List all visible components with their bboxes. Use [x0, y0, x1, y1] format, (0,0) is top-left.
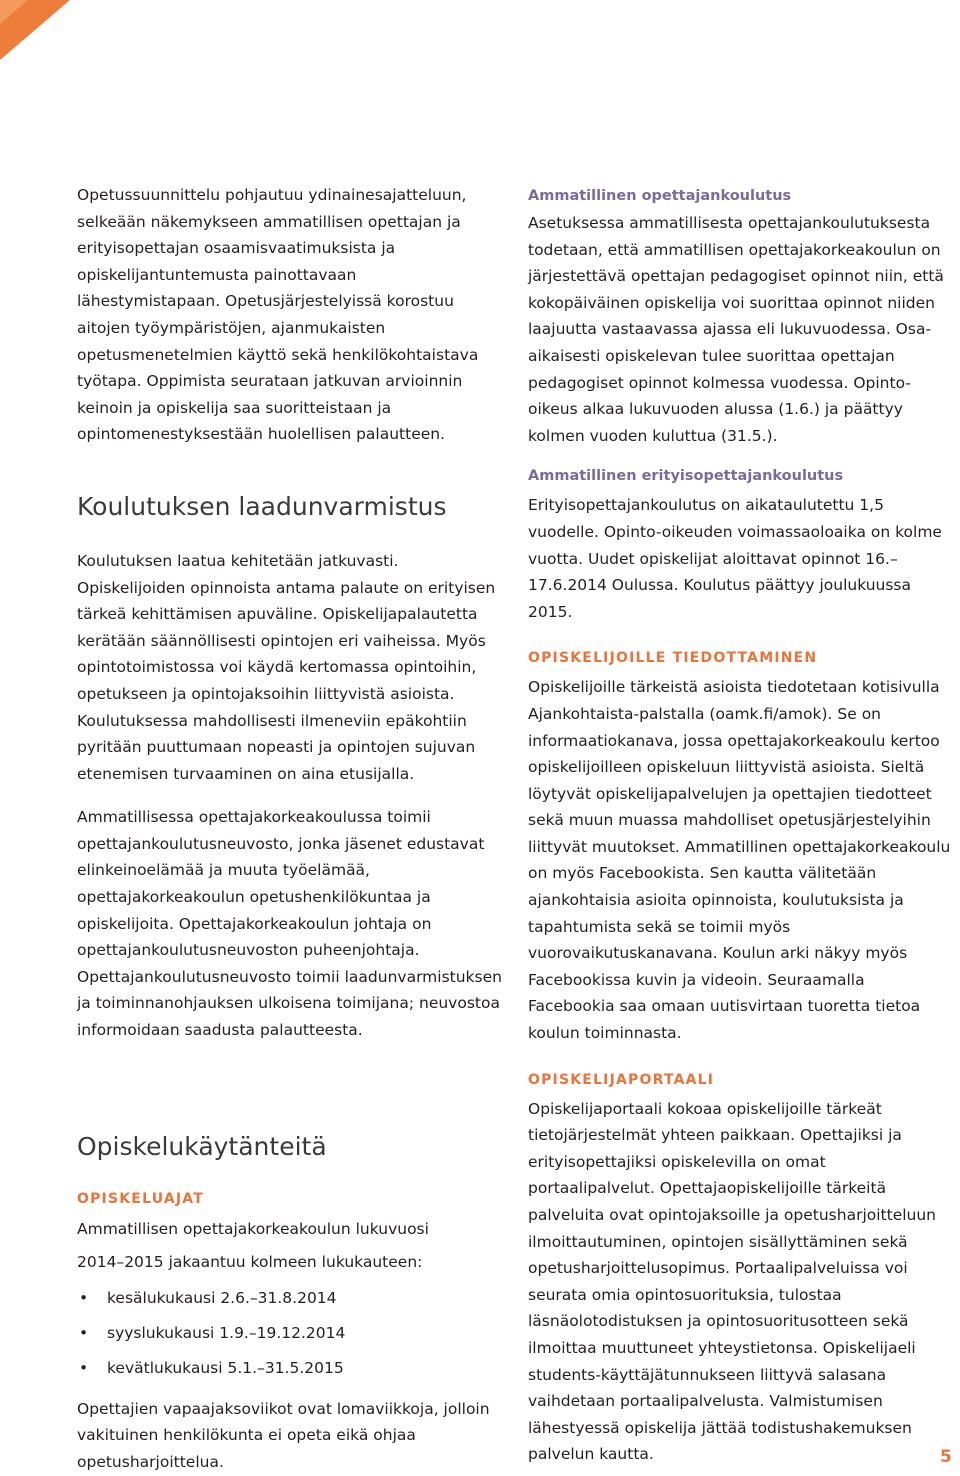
study-times-line-1: Ammatillisen opettajakorkeakoulun lukuvuosi [77, 1219, 429, 1238]
special-teacher-paragraph: Erityisopettajankoulutus on aikataulutettu 1,5 vuodelle. Opinto-oikeuden voimassaoloaika on kolme vuotta. Uudet opiskelijat aloittavat opinnot 16.–17.6.2014 Oulussa. Koulutus päättyy joulukuussa 2015. [528, 496, 942, 621]
list-item: • kesälukukausi 2.6.–31.8.2014 [77, 1281, 502, 1316]
list-item: • kevätlukukausi 5.1.–31.5.2015 [77, 1351, 502, 1386]
student-information-paragraph: Opiskelijoille tärkeistä asioista tiedotetaan kotisivulla Ajankohtaista-palstalla (oamk.fi/amok). Se on informaatiokanava, jossa opettajakorkeakoulu kertoo opiskelijoilleen opiskeluun liittyvistä asioista. Sieltä löytyvät opiskelijapalvelujen ja opettajien tiedotteet sekä muun muassa mahdolliset opetusjärjestelyihin liittyvät muutokset. Ammatillinen opettajakorkeakoulu on myös Facebookista. Sen kautta välitetään ajankohtaisia asioita opinnoista, koulutuksista ja tapahtumista sekä se toimii myös vuorovaikutuskanavana. Koulun arki näkyy myös Facebookissa kuvin ja videoin. Seuraamalla Facebookia saa omaan uutisvirtaan tuoretta tietoa koulun toiminnasta. [528, 678, 951, 1043]
section-heading-quality: Koulutuksen laadunvarmistus [77, 491, 447, 521]
subheading-special-teacher-education: Ammatillinen erityisopettajankoulutus [528, 468, 844, 485]
student-portal-paragraph: Opiskelijaportaali kokoaa opiskelijoille tärkeät tietojärjestelmät yhteen paikkaan. Opettajiksi ja erityisopettajiksi opiskelevilla on omat portaalipalvelut. Opettajaopiskelijoille tärkeitä palveluita ovat opintojaksoille ja opetusharjoitteluun ilmoittautuminen, opintojen sisällyttäminen sekä opetusharjoittelusopimus. Portaalipalveluissa voi seurata omia opintosuorituksia, tulostaa läsnäolotodistuksen ja opintosuoritusotteen sekä ilmoittaa muuttuneet yhteystietonsa. Opiskelijaeli students-käyttäjätunnukseen liittyvä salasana vaihdetaan portaalipalvelusta. Valmistumisen lähestyessä opiskelija jättää todistushakemuksen palvelun kautta. [528, 1099, 937, 1464]
teacher-education-paragraph: Asetuksessa ammatillisesta opettajankoulutuksesta todetaan, että ammatillisen opettajakorkeakoulun on järjestettävä opettajan pedagogiset opinnot niin, että kokopäiväinen opiskelija voi suorittaa opinnot niiden laajuutta vastaavassa ajassa eli lukuvuodessa. Osa-aikaisesti opiskelevan tulee suorittaa opettajan pedagogiset opinnot kolmessa vuodessa. Opinto-oikeus alkaa lukuvuoden alussa (1.6.) ja päättyy kolmen vuoden kuluttua (31.5.). [528, 214, 944, 445]
terms-list [77, 1281, 502, 1386]
quality-paragraph-2: Ammatillisessa opettajakorkeakoulussa toimii opettajankoulutusneuvosto, jonka jäsenet edustavat elinkeinoelämää ja muuta työelämää, opettajakorkeakoulun opetushenkilökuntaa ja opiskelijoita. Opettajakorkeakoulun johtaja on opettajankoulutusneuvoston puheenjohtaja. Opettajankoulutusneuvosto toimii laadunvarmistuksen ja toiminnanohjauksen ulkoisena toimijana; neuvostoa informoidaan saadusta palautteesta. [77, 808, 502, 1040]
intro-paragraph: Opetussuunnittelu pohjautuu ydinainesajatteluun, selkeään näkemykseen ammatillisen opettajan ja erityisopettajan osaamisvaatimuksista ja opiskelijantuntemusta painottavaan lähestymistapaan. Opetusjärjestelyissä korostuu aitojen työympäristöjen, ajanmukaisten opetusmenetelmien käyttö sekä henkilökohtaistava työtapa. Oppimista seurataan jatkuvan arvioinnin keinoin ja opiskelija saa suoritteistaan ja opintomenestyksestään huolellisen palautteen. [77, 186, 479, 444]
bullet-icon: • [79, 1358, 89, 1377]
subheading-student-information: OPISKELIJOILLE TIEDOTTAMINEN [528, 650, 818, 667]
quality-paragraph-1: Koulutuksen laatua kehitetään jatkuvasti. Opiskelijoiden opinnoista antama palaute on erityisen tärkeä kehittämisen apuväline. Opiskelijapalautetta kerätään säännöllisesti opintojen eri vaiheissa. Myös opintotoimistossa voi käydä kertomassa opintoihin, opetukseen ja opintojaksoihin liittyvistä asioista. Koulutuksessa mahdollisesti ilmeneviin epäkohtiin pyritään puuttumaan nopeasti ja opintojen sujuvan etenemisen turvaaminen on aina etusijalla. [77, 551, 496, 783]
vacation-paragraph: Opettajien vapaajaksoviikot ovat lomaviikkoja, jolloin vakituinen henkilökunta ei opeta eikä ohjaa opetusharjoittelua. [77, 1399, 490, 1471]
section-heading-practices: Opiskelukäytänteitä [77, 1131, 327, 1161]
page-number: 5 [940, 1447, 952, 1467]
list-item: • syyslukukausi 1.9.–19.12.2014 [77, 1316, 502, 1351]
bullet-icon: • [79, 1288, 89, 1307]
subheading-study-times: OPISKELUAJAT [77, 1190, 204, 1207]
subheading-student-portal: OPISKELIJAPORTAALI [528, 1071, 715, 1088]
subheading-teacher-education: Ammatillinen opettajankoulutus [528, 188, 792, 204]
orange-corner-decoration [0, 0, 70, 60]
right-column [528, 182, 953, 1468]
left-column [77, 182, 502, 1476]
bullet-icon: • [79, 1323, 89, 1342]
study-times-line-2: 2014–2015 jakaantuu kolmeen lukukauteen: [77, 1253, 423, 1272]
